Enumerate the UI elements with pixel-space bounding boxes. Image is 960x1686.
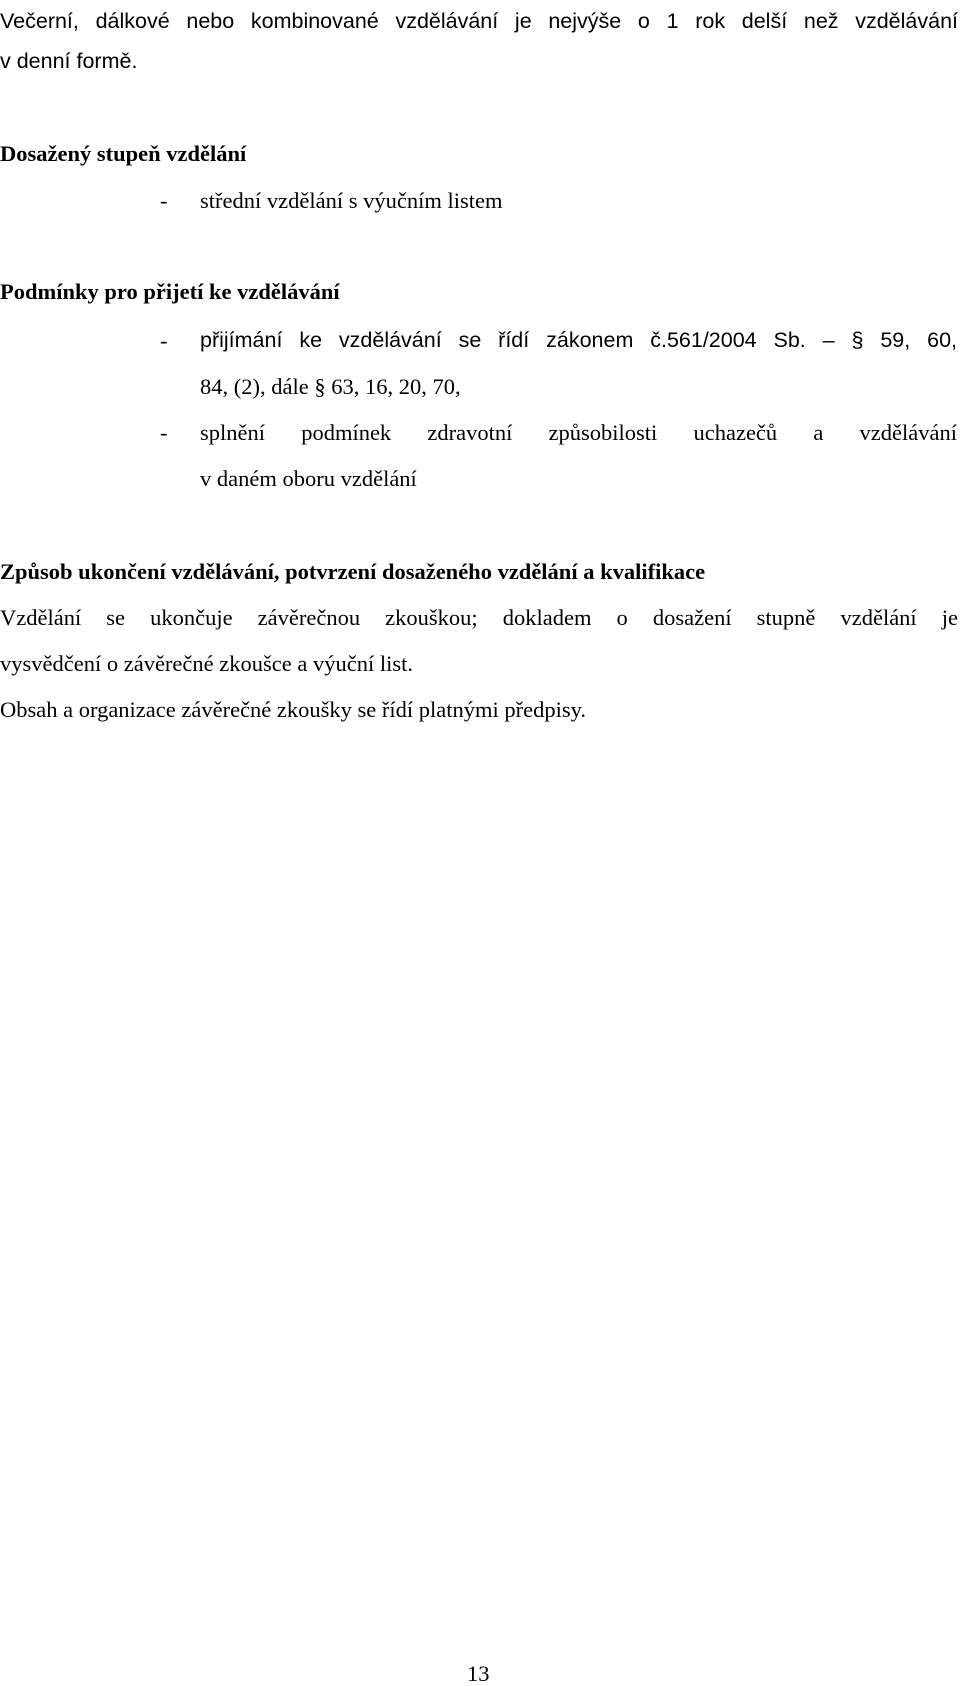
page-number: 13 — [467, 1661, 490, 1686]
completion-paragraph-1-line-2: vysvědčení o závěrečné zkoušce a výuční list. — [0, 651, 413, 676]
education-level-heading: Dosažený stupeň vzdělání — [0, 141, 247, 166]
education-level-item: střední vzdělání s výučním listem — [200, 188, 503, 213]
bullet-dash: - — [160, 188, 168, 213]
completion-paragraph-2: Obsah a organizace závěrečné zkoušky se řídí platnými předpisy. — [0, 697, 587, 722]
completion-paragraph-1-line-1: Vzdělání se ukončuje závěrečnou zkouškou; dokladem o dosažení stupně vzdělání je — [0, 605, 958, 630]
bullet-dash: - — [160, 420, 168, 445]
intro-line-2: v denní formě. — [0, 49, 138, 73]
admission-item-2-line-2: v daném oboru vzdělání — [200, 466, 417, 491]
admission-item-1-line-1: přijímání ke vzdělávání se řídí zákonem č.561/2004 Sb. – § 59, 60, — [200, 328, 957, 352]
bullet-dash: - — [160, 328, 168, 353]
admission-item-2-line-1: splnění podmínek zdravotní způsobilosti uchazečů a vzdělávání — [200, 420, 957, 445]
completion-heading: Způsob ukončení vzdělávání, potvrzení dosaženého vzdělání a kvalifikace — [0, 559, 706, 584]
admission-heading: Podmínky pro přijetí ke vzdělávání — [0, 279, 340, 304]
admission-item-1-line-2: 84, (2), dále § 63, 16, 20, 70, — [200, 374, 461, 399]
intro-line-1: Večerní, dálkové nebo kombinované vzdělávání je nejvýše o 1 rok delší než vzdělávání — [0, 9, 958, 33]
